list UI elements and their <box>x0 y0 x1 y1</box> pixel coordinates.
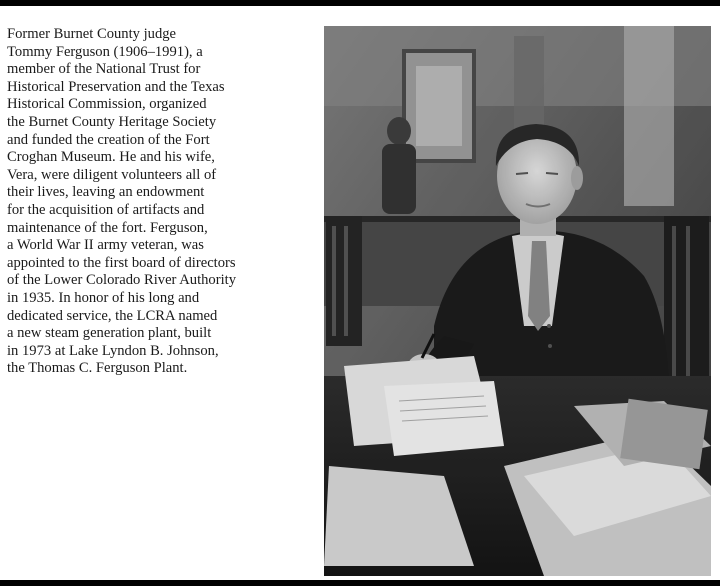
caption-line: a World War II army veteran, was <box>7 237 204 254</box>
caption-line: Croghan Museum. He and his wife, <box>7 149 215 166</box>
caption-line: the Thomas C. Ferguson Plant. <box>7 360 188 377</box>
caption-line: and funded the creation of the Fort <box>7 131 210 148</box>
caption-line: member of the National Trust for <box>7 61 201 78</box>
caption-line: Historical Commission, organized <box>7 96 207 113</box>
caption-line: in 1973 at Lake Lyndon B. Johnson, <box>7 342 219 359</box>
caption-line: appointed to the first board of directors <box>7 254 236 271</box>
caption-line: their lives, leaving an endowment <box>7 184 205 201</box>
caption-line: in 1935. In honor of his long and <box>7 289 200 306</box>
portrait-photo <box>324 26 711 576</box>
caption-line: dedicated service, the LCRA named <box>7 307 218 324</box>
portrait-photo-illustration <box>324 26 711 576</box>
caption-line: Vera, were diligent volunteers all of <box>7 166 217 183</box>
caption-line: Historical Preservation and the Texas <box>7 78 225 95</box>
caption-line: the Burnet County Heritage Society <box>7 113 217 130</box>
caption-line: a new steam generation plant, built <box>7 325 212 342</box>
caption-line: Tommy Ferguson (1906–1991), a <box>7 43 203 60</box>
caption-line: of the Lower Colorado River Authority <box>7 272 236 289</box>
caption-line: Former Burnet County judge <box>7 26 177 42</box>
book-page <box>0 6 720 580</box>
caption-line: for the acquisition of artifacts and <box>7 201 205 218</box>
photo-caption <box>7 26 327 378</box>
caption-line: maintenance of the fort. Ferguson, <box>7 219 208 236</box>
